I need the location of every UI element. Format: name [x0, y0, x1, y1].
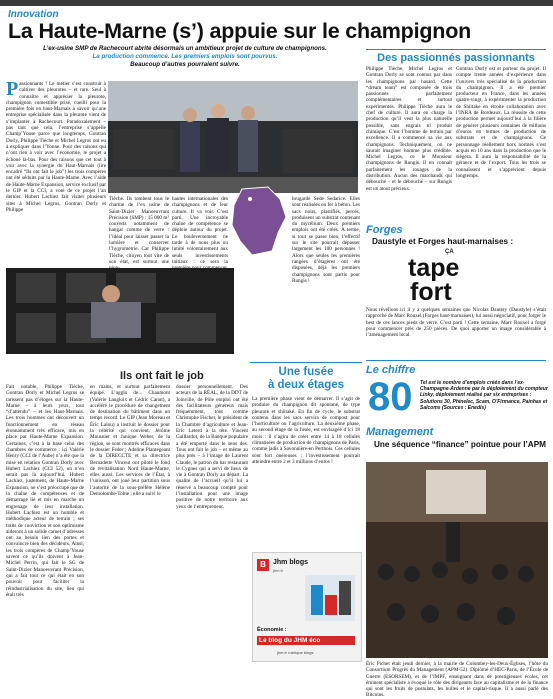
job-col-a: Fait notable, Philippe Tièche, Gontran Dorly et Michel Legros se tarissent pas d’éloges sur la Haute-Marne – à leurs yeux, tout “d’attendu” – et les Haut-Marnais. Les trois hommes ont découvert un fonctionnement en réseau étonnamment très efficace, mis en place par Haute-Marne Expansion. Certaines, c’est à la base celui des chambres de commerce : ici Valérie Henry (CCI de l’Aube) n’a été que la mise en relation Gontran Dorly avec Hubert Lachiez (CCI 52), un n’en serait pas là aujourd’hui. Hubert Lachiez, justement, de Haute-Marne Expansion, ne s’est préoccupé que de la chaîne de compétences et de démarrage lié et mis en marche un engrenage de leur installation. Hubert Lachiez est un humble et méthodique acteur de terrain ; ses traits de conviction et son optimisme aideront à un solide carnet d’adresses ont au besoin lien des portes et convaincre bien des décideurs. Ainsi, les trois compères de Champ’Youse savent ce qu’ils doivent à Jean-Michel Perrin, qui fait le SG de Saint-Dizier Manoeuvrant Précision, qui a fait tout ce qui était en son pouvoir pour faciliter la réindustrialisation du site, lieu qui était très: [6, 384, 84, 598]
group-photo: [108, 81, 358, 193]
passionnes-col-b: Gontran Dorly est et porteur du projet. Il compte trente années d’expérience dans l’univers très spécialisé de la production du champignon. Il a été premier producteur en France, dans les années quatre-vingt, à expérimenter la production de Shiitake en étroite collaboration avec l’INRA de Bordeaux. La réussite de cette production permet aujourd’hui à la filière de générer plusieurs centaines de millions d’euros en termes de production de substrats et de champignons. Ce personnage réellement hors normes s’est acquis en 10 ans dans la production que le siègera. Il aura la responsabilité de la gérance et de l’export. Tous les trois se connaissent et s’apprécient depuis longtemps.: [456, 66, 546, 180]
dek-line-1: L’ex-usine SMP de Rachecourt abrite désormais un ambitieux projet de culture de champignons.: [43, 45, 327, 52]
forges-body: Nous révélions ici il y a quelques semaines que Nicolas Dautery (Daustyle) s’était rapproché de Marc Rouxel (Forges haut-marnaises), lui aussi négociatif, pour forger le best de ces lances pieds de verre. C’est parti ! Cette semaine, Marc Rouxel a forgé pour commencer près de 250 pièces. De quoi apporter un image considérable à l’aménagement local.: [366, 307, 546, 339]
group-photo-drawing: [108, 81, 358, 193]
fusee-body: La première phase vient de démarrer. Il s’agit de produire du champignon dit spontané, de type pleurote et shiitaké. En fin de cycle, le substrat contenu dans les sacs servira de compost pour l’horticulture ou l’agriculture. La deuxième phase, au second étage de la fusée, est envisagée d’ici 18 mois : il s’agira de créer entre 14 à 18 cellules climatisées de production de champignons de Paris, comme jadis à Savonnière-en Perthois. Ces cellules sont fort onéreuses ; l’investissement pourrait atteindre entre 2 et 3 millions d’euros !: [252, 396, 360, 465]
management-body: Éric Pichet était jeudi dernier, à la mairie de Colombey-les-Deux-Églises, l’hôte du Consortium Progrès du Management (APM-52). Diplômé d’HEC-Paris, de l’École de Guerre (ESORSEM), et de l’IMPF, enseignant dans de prestigieuses écoles, cet éminent spécialiste a évoqué le rôle des dirigeants face au capitalisme et de la finance qui sont les fruits de postulats, les bulles et le capital-risque. Il a aussi parlé des Bitcoins.: [366, 661, 548, 699]
fusee-rule: [250, 362, 362, 363]
jhm-section: Économie :: [257, 627, 287, 633]
jhm-ad-image: [305, 575, 355, 621]
job-col-b: en mains, et surtout parfaitement équipé. L’agglo de... Chaumont (Valérie Laugloix et Cédric Canut), a accéléré le procédure de changement de destination du bâtiment dans un temps record. Le GIP (Jean Moreau et Éric Lalou) a instruit le dossier pour la célérité qui convient. Jérôme Mousnier et Janique Weber, de la région, se sont montrés efficaces dans le dossier Feder ; Adeline Plantegeant de la DIRECCTE et sa directrice Bernadette Vinceut ont piloté le fond de revitalisation Nord Haute-Marne, elles aussi. Les services de l’État, à l’unisson, ont joué leur partition sous l’autorité de la sous-préfète Hélène Demolombe-Tobie ; elle a suivi le: [90, 384, 170, 498]
fusee-heading-line1: Une fusée: [278, 366, 334, 378]
article-col1-text: assionnants ! Le métier s’est construit à cultiver des pleurotes – et rare. Seul à connaître et apprécier la pleurote, champignon comestible prisé, cueilli pour la première fois en haut-Marnais à savoir qu’une entreprise spécialisée dans la pleurote vient de s’implanter à Rachecourt. Paradoxalement – pas tant que cela, l’entreprise s’appelle Champ’Youse parce que longtemps, Gontran Dorly, Philippe Tièche et Michel Legros ont eu à expliquer dans l’Yonne. Pour des raisons qui n’ont rien à voir avec l’économie, le projet a échoué là-bas. Pour des raisons que cet tout à voir avec la synergie du Haut-Marnais (lire encadré “Ils ont fait le job”) les trois compères ont été séduits par la Haute-Marne. Avec l’aide de Haute-Marne Expansion, service exclusif par le GIP et la CCI, a voté de ce projet l’an dernier. Hubert Lachiez fait visiter plusieurs sites à Michel Legros, Gontran Dorly et Philippe: [6, 81, 106, 213]
forges-tape: tape: [408, 254, 460, 282]
forges-fort: fort: [410, 278, 452, 306]
jhm-brand: Jhm blogs: [273, 559, 309, 566]
headline: La Haute-Marne (s’) appuie sur le champignon: [8, 19, 472, 43]
passionnes-col-a: Philippe Tièche, Michel Legros et Gontran Dorly se sont connus par dans les champignons par hasard. Cette “dream team” est composée de trois passionnés parfaitement complémentaires et surtout expérimentés. Philippe Tièche aura le chef de culture. Il aura en charge la production qu’il veut la plus naturelle possible, sans engrais ni produit chimique. C’est l’homme de terrain par excellence. Il a commencé sa vie aux champignons. Techniquement, on ne saurait imaginer homme plus crédible. Michel Legros, ce le Monsieur champignons de Rungis. Il en connaît parfaitement les rouages de la distribution. Aucun des marchands qui débouché – et le débouché – sur Rungis est un atout précieux.: [366, 66, 452, 192]
article-col2: Tièche. Ils tombent tous le charme de l’ex usine de Saint-Dizier Manoeuvrant Précision (SMP) : 15 000 m² couverts notamment de hangar comme de verre : l’idéal pour laisser passer la lumière et conserver l’hygrométrie. Car Philippe Tièche, citoyen tout vite de son état, est surtout une: [109, 196, 169, 265]
management-title: Une séquence “finance” pointue pour l’APM: [374, 440, 546, 449]
jhm-footer: jhm.fr rubrique blogs: [277, 650, 314, 655]
worker-photo: [6, 268, 234, 354]
fusee-heading-line2: à deux étages: [267, 379, 345, 391]
jhm-badge: B: [257, 559, 269, 571]
map-shape: [228, 185, 290, 257]
job-col-c: dossier personnellement. Des acteurs de la RÉAL, de la DDT de Joinville, de Pôle emploi ont été des facilitateurs généreux mais fréquemment, tout comme Christophe Fischer, le président de la Chambre d’agriculture et Jean-Eric Leterd à la tête. Vincent Gaillardot, de la Banque populaire a été emporté dans le sens des. Tous ont fait le job – et même au plus près – à l’image de Laurent Claude, le patron du bar restaurant le Cygnes qui a servi de lieux de vie à Gontran Dorly au départ. La qualité de l’accueil qu’il lui a réservé a beaucoup compté pour l’installation pour une image positive de notre territoire aux yeux de l’entrepreneur.: [176, 384, 248, 510]
job-heading: Ils ont fait le job: [120, 370, 204, 382]
dek-line-3: Beaucoup d’autres pourraient suivre.: [130, 61, 240, 68]
dek-line-2: La production commence. Les premiers emplois sont pourvus.: [92, 53, 278, 60]
jhm-sub: jhm.fr: [273, 568, 283, 573]
worker-photo-drawing: [6, 268, 234, 354]
jhm-cta[interactable]: Le blog du JHM éco: [257, 636, 355, 645]
men-figures: [180, 104, 258, 173]
forges-title: Daustyle et Forges haut-marnaises :: [372, 237, 514, 246]
article-col4: brugarde Sede Sedarice. Elles sont réalisées en fer à béton. Les sacs noirs, plastifiés, percés, produisent un substrat contenant du mycélium. Deux premiers emplois ont été créés. À terme, si tout se passe bien, l’effectif sur le site pourrait dépasser largement les 100 personnes ! Alors que seules les premières rangées d’étagères ont été disposées, déjà les premiers champignons sont partis pour Rungis !: [292, 196, 360, 284]
chiffre-rule: [366, 360, 546, 361]
passionnes-heading: Des passionnés passionnants: [366, 49, 546, 64]
article-col3: hautes internationales des champignons et de leur culture. Il va voir. C’est parti. Une incroyable chaîne de compétence se déploie autour du projet. Le bouleversement ne tarde à de nous plus ou limité volontairement aux seuls investissements initiaux : ce sera la: [172, 196, 228, 265]
conference-photo: [366, 462, 548, 658]
conference-photo-drawing: [366, 462, 548, 658]
rubric-management: Management: [366, 426, 434, 438]
forges-ca: ÇA: [445, 249, 454, 255]
jhm-ad[interactable]: [252, 552, 362, 662]
rubric-chiffre: Le chiffre: [366, 364, 416, 376]
top-band: [0, 0, 553, 6]
rubric-innovation: Innovation: [8, 9, 59, 20]
rubric-forges: Forges: [366, 224, 403, 236]
chiffre-text: Tel est le nombre d’emplois créés dans l’ex-Champagne-Ardenne par le déploiement du compteur Linky, déploiement réalisé par six entreprises : Solutions 30, Phinelec, Scam, O’Firmance, Painhas et Salcoms (Sources : Enedis): [420, 380, 548, 411]
chiffre-number: 80: [368, 375, 413, 419]
haute-marne-map: [228, 185, 290, 257]
fusee-heading: [250, 366, 362, 392]
dropcap: P: [6, 78, 19, 100]
dek: [20, 45, 350, 69]
